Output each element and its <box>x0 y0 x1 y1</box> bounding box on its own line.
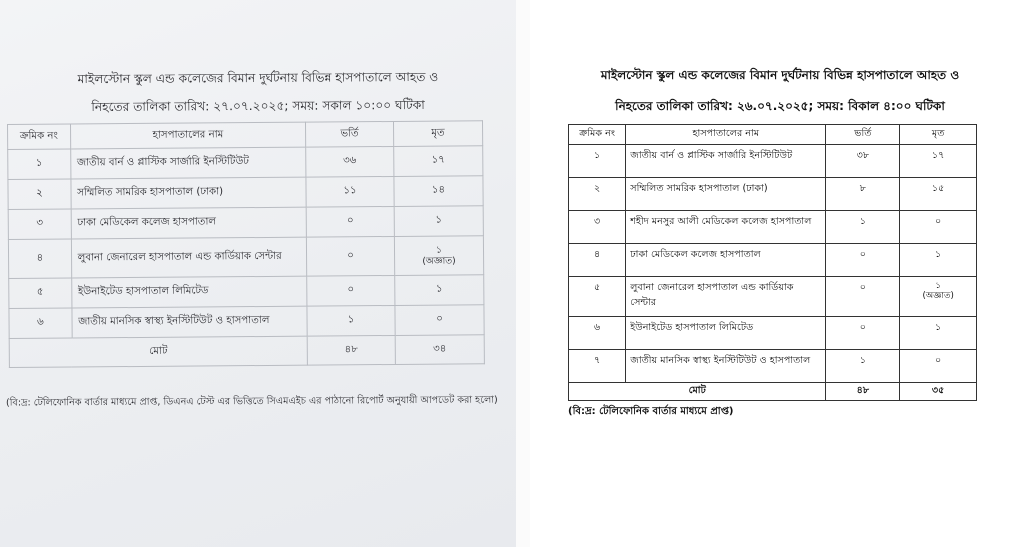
row-dead: ১ <box>394 206 483 237</box>
row-admitted: ০ <box>306 206 394 237</box>
total-label: মোট <box>9 336 307 367</box>
header-dead: মৃত <box>900 125 977 145</box>
table-row <box>569 277 977 317</box>
row-dead-cell <box>394 236 483 276</box>
left-document-title <box>10 62 506 121</box>
row-admitted: ০ <box>826 277 900 317</box>
row-admitted: ০ <box>826 317 900 350</box>
right-casualty-table <box>568 124 977 401</box>
row-serial: ৩ <box>8 209 71 239</box>
table-header-row <box>569 125 977 145</box>
row-dead: ১ <box>900 244 977 277</box>
row-admitted: ১ <box>826 211 900 244</box>
header-serial: ক্রমিক নং <box>569 125 626 145</box>
row-serial: ৫ <box>569 277 626 317</box>
row-serial: ১ <box>8 149 71 179</box>
table-row <box>569 350 977 383</box>
row-dead: ১ <box>395 275 484 306</box>
row-serial: ৪ <box>569 244 626 277</box>
row-hospital: শহীদ মনসুর আলী মেডিকেল কলেজ হাসপাতাল <box>626 211 826 244</box>
row-dead-note: (অজ্ঞাত) <box>422 255 456 267</box>
row-dead: ০ <box>900 350 977 383</box>
header-hospital: হাসপাতালের নাম <box>70 122 306 149</box>
row-admitted: ৩৮ <box>826 145 900 178</box>
table-total-row <box>9 335 484 368</box>
right-document-scan <box>530 0 1024 547</box>
table-total-row <box>569 383 977 401</box>
total-label: মোট <box>569 383 826 401</box>
table-header-row <box>8 121 483 150</box>
row-hospital: সম্মিলিত সামরিক হাসপাতাল (ঢাকা) <box>626 178 826 211</box>
header-admitted: ভর্তি <box>306 121 394 147</box>
header-admitted: ভর্তি <box>826 125 900 145</box>
total-dead: ৩৫ <box>900 383 977 401</box>
row-dead: ১৪ <box>394 176 483 207</box>
table-row <box>8 176 483 210</box>
row-dead: ০ <box>900 211 977 244</box>
left-title-line1: মাইলস্টোন স্কুল এন্ড কলেজের বিমান দুর্ঘটনায় বিভিন্ন হাসপাতালে আহত ও <box>77 69 439 87</box>
row-hospital: জাতীয় মানসিক স্বাস্থ্য ইনস্টিটিউট ও হাসপাতাল <box>72 306 308 338</box>
row-hospital: জাতীয় মানসিক স্বাস্থ্য ইনস্টিটিউট ও হাসপাতাল <box>626 350 826 383</box>
total-dead: ৩৪ <box>395 335 484 365</box>
row-serial: ৬ <box>569 317 626 350</box>
row-dead-note: (অজ্ঞাত) <box>922 291 954 302</box>
row-dead: ০ <box>395 305 484 336</box>
left-footnote: (বি:দ্র: টেলিফোনিক বার্তার মাধ্যমে প্রাপ্ত, ডিএনএ টেস্ট এর ভিত্তিতে সিএমএইচ এর পাঠানো রিপোর্ট অনুযায়ী আপডেট করা হলো) <box>5 394 498 409</box>
row-serial: ৩ <box>569 211 626 244</box>
total-admitted: ৪৮ <box>826 383 900 401</box>
left-casualty-table <box>7 120 485 368</box>
right-document-title <box>540 60 1020 122</box>
row-serial: ৪ <box>8 239 71 278</box>
row-admitted: ১ <box>307 305 395 336</box>
row-serial: ২ <box>8 179 71 209</box>
table-row <box>569 317 977 350</box>
row-admitted: ০ <box>307 275 395 306</box>
row-hospital: জাতীয় বার্ন ও প্লাস্টিক সার্জারি ইনস্টিটিউট <box>626 145 826 178</box>
row-serial: ৫ <box>9 278 72 308</box>
header-serial: ক্রমিক নং <box>8 124 71 149</box>
row-admitted: ১১ <box>306 176 394 207</box>
row-hospital: লুবানা জেনারেল হাসপাতাল এন্ড কার্ডিয়াক সেন্টার <box>71 237 307 278</box>
right-title-line2: নিহতের তালিকা তারিখ: ২৬.০৭.২০২৫; সময়: বিকাল ৪:০০ ঘটিকা <box>615 99 945 113</box>
table-row <box>9 275 484 309</box>
row-hospital: ঢাকা মেডিকেল কলেজ হাসপাতাল <box>626 244 826 277</box>
row-hospital: লুবানা জেনারেল হাসপাতাল এন্ড কার্ডিয়াক সেন্টার <box>626 277 826 317</box>
table-row <box>569 145 977 178</box>
left-title-line2: নিহতের তালিকা তারিখ: ২৭.০৭.২০২৫; সময়: সকাল ১০:০০ ঘটিকা <box>91 97 425 115</box>
row-dead: ১৭ <box>394 146 483 177</box>
table-row <box>8 206 483 240</box>
table-row <box>8 236 483 279</box>
row-dead: ১ <box>900 317 977 350</box>
table-row <box>569 211 977 244</box>
header-dead: মৃত <box>393 121 482 147</box>
row-dead: ১ <box>935 281 941 291</box>
row-hospital: ইউনাইটেড হাসপাতাল লিমিটেড <box>626 317 826 350</box>
row-dead: ১ <box>435 244 442 256</box>
right-footnote: (বি:দ্র: টেলিফোনিক বার্তার মাধ্যমে প্রাপ্ত) <box>568 406 734 417</box>
row-hospital: ইউনাইটেড হাসপাতাল লিমিটেড <box>71 276 307 308</box>
right-title-line1: মাইলস্টোন স্কুল এন্ড কলেজের বিমান দুর্ঘটনায় বিভিন্ন হাসপাতালে আহত ও <box>600 68 960 82</box>
row-hospital: জাতীয় বার্ন ও প্লাস্টিক সার্জারি ইনস্টিটিউট <box>70 147 306 179</box>
row-serial: ১ <box>569 145 626 178</box>
row-hospital: সম্মিলিত সামরিক হাসপাতাল (ঢাকা) <box>71 177 307 209</box>
table-row <box>569 244 977 277</box>
row-admitted: ৩৬ <box>306 146 394 177</box>
row-admitted: ১ <box>826 350 900 383</box>
table-row <box>8 146 483 180</box>
row-dead-cell <box>900 277 977 317</box>
row-dead: ১৫ <box>900 178 977 211</box>
table-row <box>9 305 484 339</box>
row-serial: ৬ <box>9 308 72 338</box>
table-row <box>569 178 977 211</box>
row-serial: ২ <box>569 178 626 211</box>
total-admitted: ৪৮ <box>307 335 395 365</box>
row-dead: ১৭ <box>900 145 977 178</box>
header-hospital: হাসপাতালের নাম <box>626 125 826 145</box>
row-admitted: ৮ <box>826 178 900 211</box>
row-serial: ৭ <box>569 350 626 383</box>
row-hospital: ঢাকা মেডিকেল কলেজ হাসপাতাল <box>71 207 307 239</box>
image-divider <box>516 0 530 547</box>
row-admitted: ০ <box>306 236 394 276</box>
row-admitted: ০ <box>826 244 900 277</box>
